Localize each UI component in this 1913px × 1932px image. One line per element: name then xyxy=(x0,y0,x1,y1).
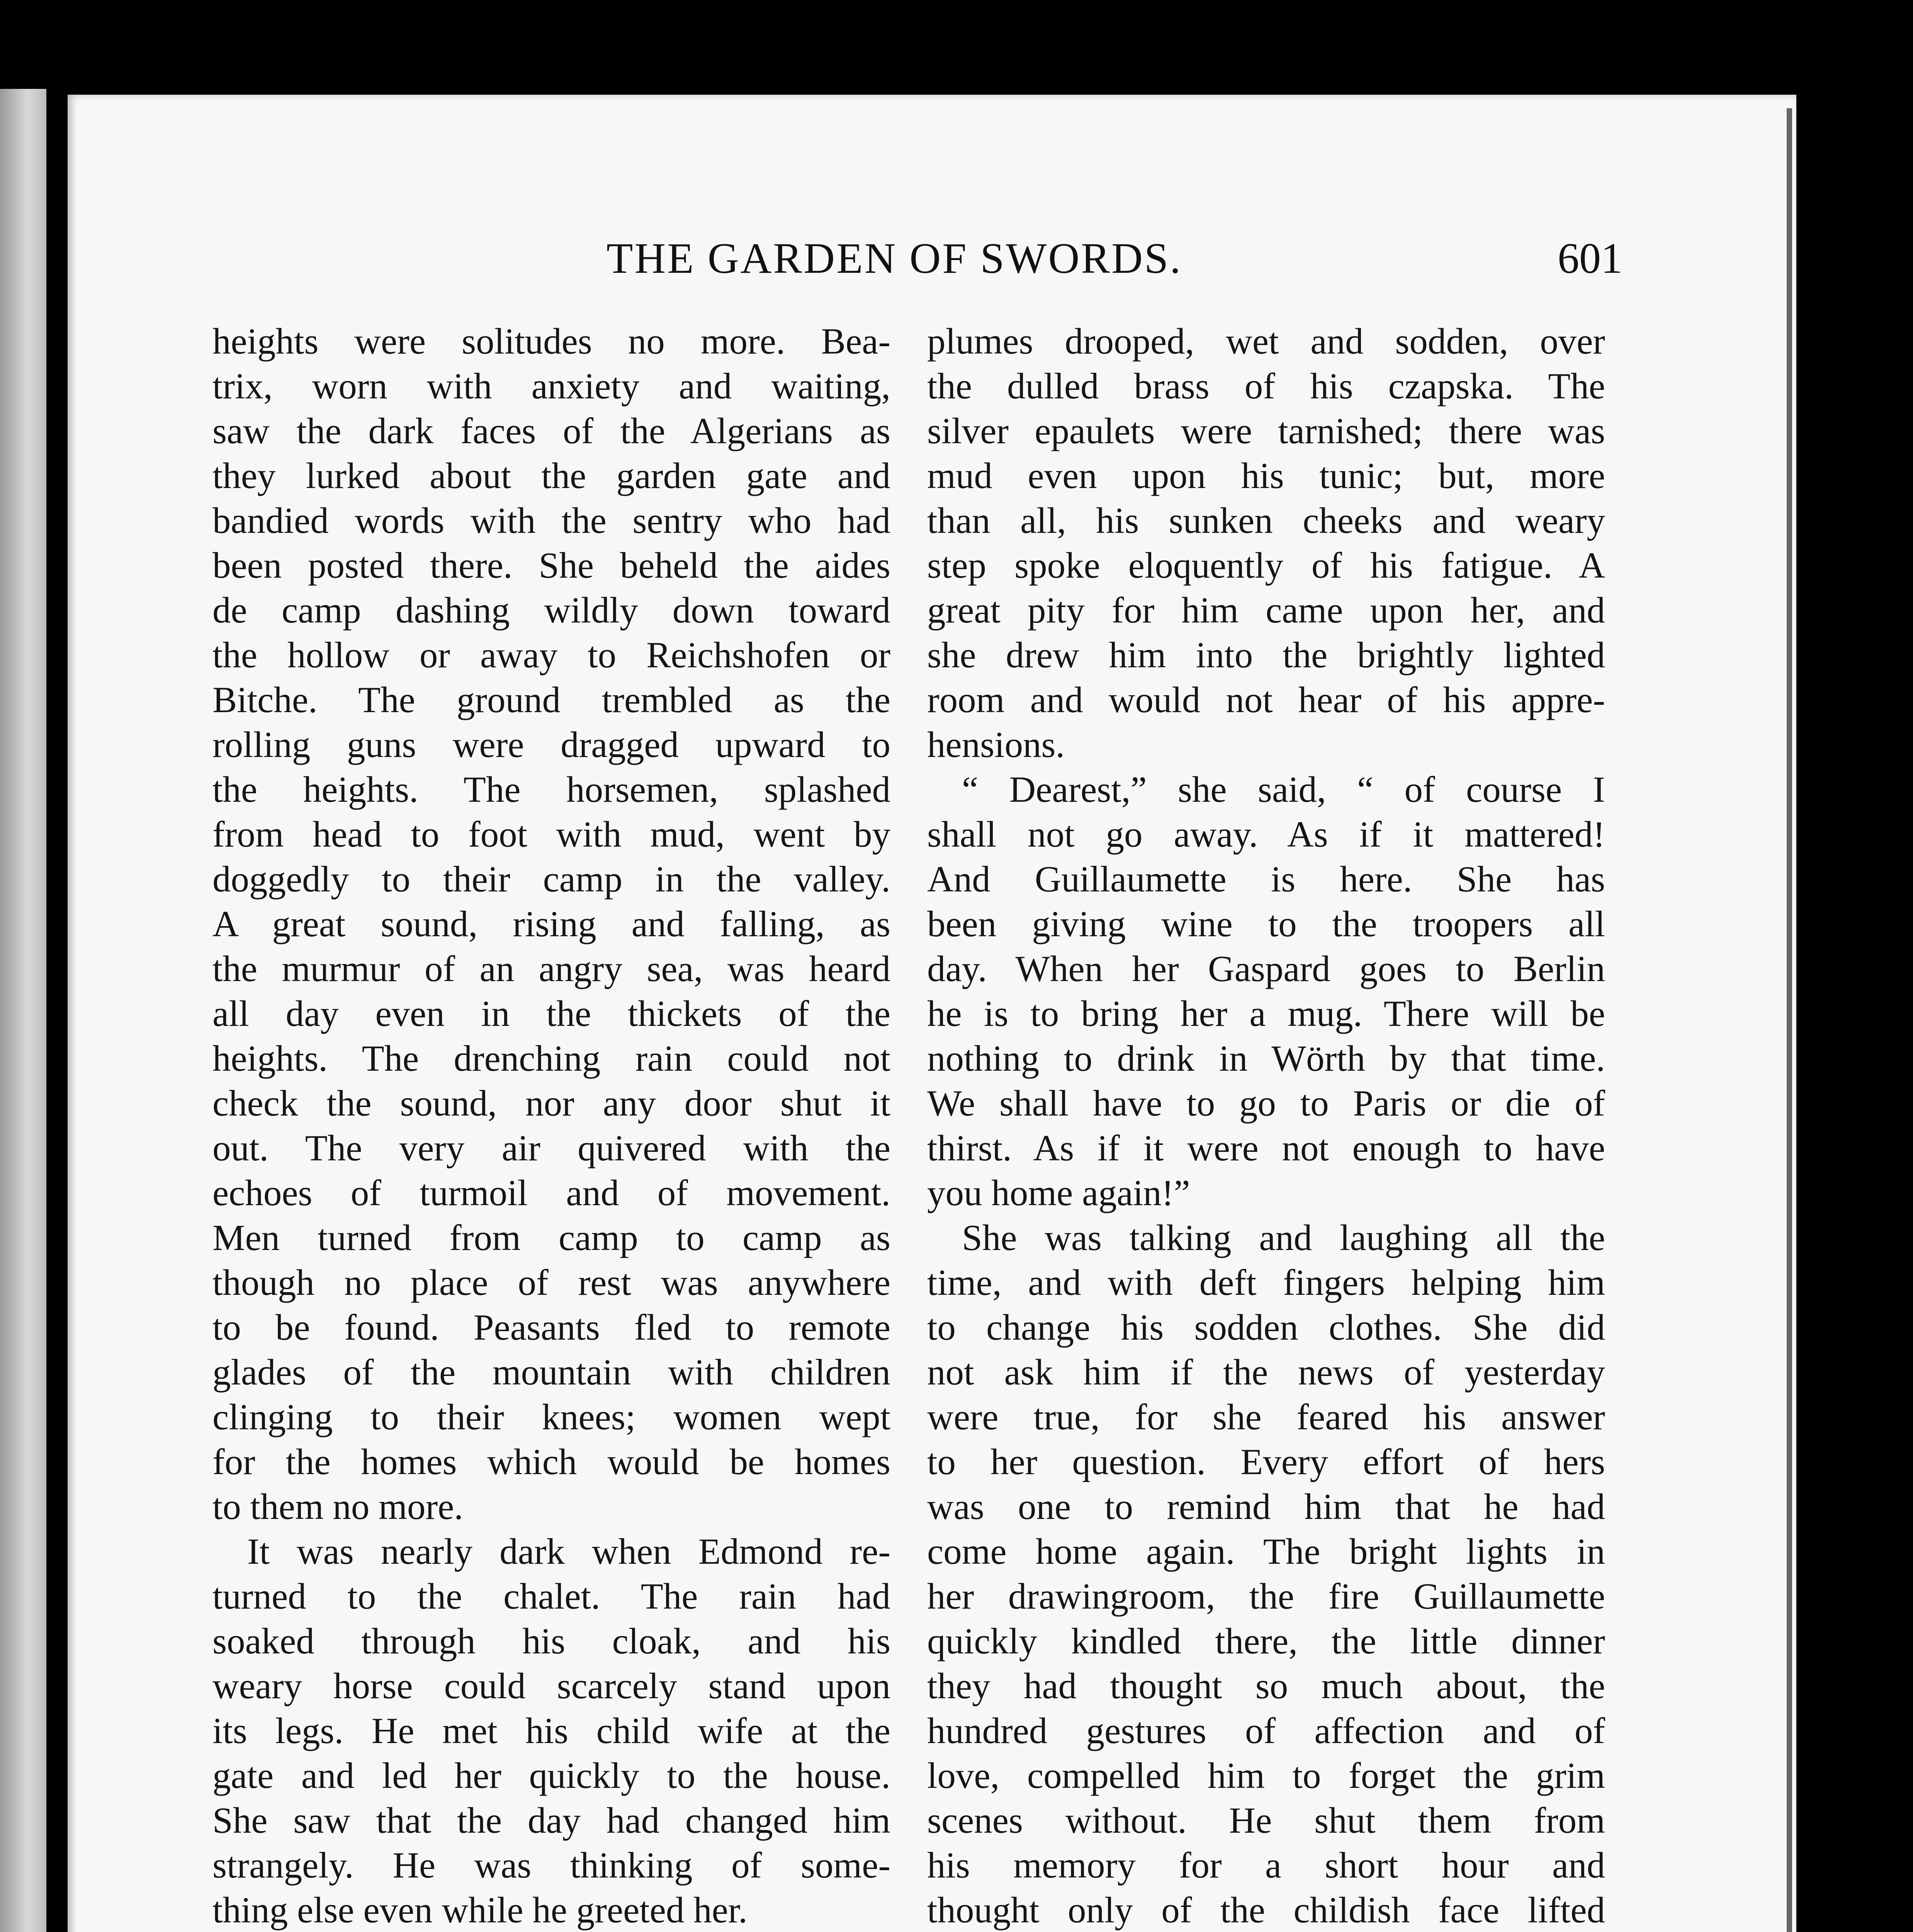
text-line: her drawingroom, the fire Guillaumette xyxy=(927,1576,1605,1617)
page-edge-line xyxy=(1787,108,1792,1932)
text-line: thirst. As if it were not enough to have xyxy=(927,1128,1605,1168)
text-line: hensions. xyxy=(927,724,1065,765)
text-line: come home again. The bright lights in xyxy=(927,1531,1605,1572)
text-line: he is to bring her a mug. There will be xyxy=(927,993,1605,1034)
text-line: his memory for a short hour and xyxy=(927,1845,1605,1886)
text-line: clinging to their knees; women wept xyxy=(212,1396,890,1437)
text-line: were true, for she feared his answer xyxy=(927,1396,1605,1437)
text-line: to her question. Every effort of hers xyxy=(927,1441,1605,1482)
text-line: thing else even while he greeted her. xyxy=(212,1889,748,1930)
text-line: nothing to drink in Wörth by that time. xyxy=(927,1038,1605,1079)
text-line: love, compelled him to forget the grim xyxy=(927,1755,1605,1796)
text-line: to them no more. xyxy=(212,1486,464,1527)
text-line: doggedly to their camp in the valley. xyxy=(212,859,890,900)
text-line: you home again!” xyxy=(927,1172,1190,1213)
text-line: A great sound, rising and falling, as xyxy=(212,903,890,944)
text-line: step spoke eloquently of his fatigue. A xyxy=(927,545,1605,586)
text-line: bandied words with the sentry who had xyxy=(212,500,890,541)
text-line: they had thought so much about, the xyxy=(927,1665,1605,1706)
text-line: its legs. He met his child wife at the xyxy=(212,1710,890,1751)
text-line: the murmur of an angry sea, was heard xyxy=(212,948,890,989)
text-line: heights were solitudes no more. Bea- xyxy=(212,321,890,362)
text-line: turned to the chalet. The rain had xyxy=(212,1576,890,1617)
text-line: echoes of turmoil and of movement. xyxy=(212,1172,890,1213)
text-line: been posted there. She beheld the aides xyxy=(212,545,890,586)
text-line: to change his sodden clothes. She did xyxy=(927,1307,1605,1348)
text-line: “ Dearest,” she said, “ of course I xyxy=(962,769,1605,810)
text-line: than all, his sunken cheeks and weary xyxy=(927,500,1605,541)
text-line: the dulled brass of his czapska. The xyxy=(927,366,1605,406)
text-line: from head to foot with mud, went by xyxy=(212,814,890,855)
text-line: hundred gestures of affection and of xyxy=(927,1710,1605,1751)
text-line: de camp dashing wildly down toward xyxy=(212,590,890,631)
text-line: the hollow or away to Reichshofen or xyxy=(212,634,890,675)
text-line: room and would not hear of his appre- xyxy=(927,679,1605,720)
text-line: time, and with deft fingers helping him xyxy=(927,1262,1605,1303)
text-line: heights. The drenching rain could not xyxy=(212,1038,890,1079)
text-line: scenes without. He shut them from xyxy=(927,1800,1605,1841)
text-line: not ask him if the news of yesterday xyxy=(927,1352,1605,1393)
text-line: they lurked about the garden gate and xyxy=(212,455,890,496)
text-line: She was talking and laughing all the xyxy=(962,1217,1605,1258)
text-line: though no place of rest was anywhere xyxy=(212,1262,890,1303)
text-line: Men turned from camp to camp as xyxy=(212,1217,890,1258)
text-line: silver epaulets were tarnished; there was xyxy=(927,410,1605,451)
text-line: day. When her Gaspard goes to Berlin xyxy=(927,948,1605,989)
text-line: was one to remind him that he had xyxy=(927,1486,1605,1527)
right-column xyxy=(927,319,1605,1932)
text-line: saw the dark faces of the Algerians as xyxy=(212,410,890,451)
running-head: THE GARDEN OF SWORDS. xyxy=(607,235,1182,282)
text-line: soaked through his cloak, and his xyxy=(212,1621,890,1662)
left-column xyxy=(212,319,890,1932)
text-line: all day even in the thickets of the xyxy=(212,993,890,1034)
text-line: rolling guns were dragged upward to xyxy=(212,724,890,765)
text-line: Bitche. The ground trembled as the xyxy=(212,679,890,720)
text-line: glades of the mountain with children xyxy=(212,1352,890,1393)
facing-page-edge xyxy=(0,89,46,1932)
text-line: great pity for him came upon her, and xyxy=(927,590,1605,631)
text-line: We shall have to go to Paris or die of xyxy=(927,1083,1605,1124)
text-line: out. The very air quivered with the xyxy=(212,1128,890,1168)
text-line: plumes drooped, wet and sodden, over xyxy=(927,321,1605,362)
page-header xyxy=(193,234,1622,284)
text-line: quickly kindled there, the little dinner xyxy=(927,1621,1605,1662)
text-line: the heights. The horsemen, splashed xyxy=(212,769,890,810)
text-line: trix, worn with anxiety and waiting, xyxy=(212,366,890,406)
text-line: strangely. He was thinking of some- xyxy=(212,1845,890,1886)
text-line: been giving wine to the troopers all xyxy=(927,903,1605,944)
page-number: 601 xyxy=(1558,235,1622,282)
text-line: check the sound, nor any door shut it xyxy=(212,1083,890,1124)
text-line: to be found. Peasants fled to remote xyxy=(212,1307,890,1348)
text-line: It was nearly dark when Edmond re- xyxy=(247,1531,890,1572)
text-line: mud even upon his tunic; but, more xyxy=(927,455,1605,496)
text-line: for the homes which would be homes xyxy=(212,1441,890,1482)
text-line: shall not go away. As if it mattered! xyxy=(927,814,1605,855)
text-line: She saw that the day had changed him xyxy=(212,1800,890,1841)
text-line: weary horse could scarcely stand upon xyxy=(212,1665,890,1706)
text-line: And Guillaumette is here. She has xyxy=(927,859,1605,900)
text-line: gate and led her quickly to the house. xyxy=(212,1755,890,1796)
text-line: she drew him into the brightly lighted xyxy=(927,634,1605,675)
text-line: thought only of the childish face lifted xyxy=(927,1889,1605,1930)
